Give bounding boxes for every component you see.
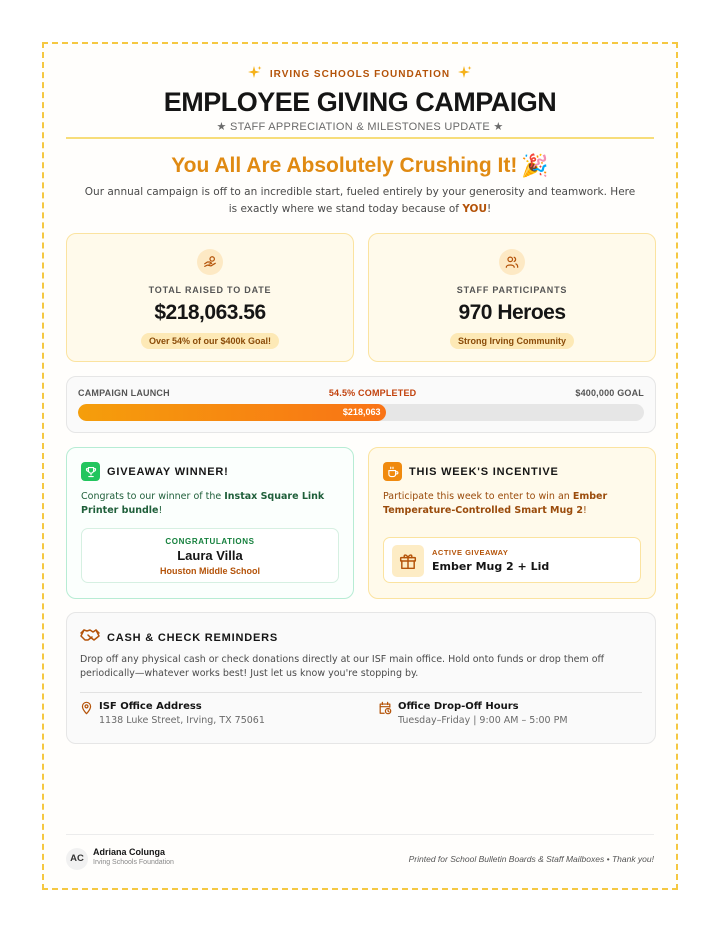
winner-box (81, 528, 339, 583)
weekly-incentive-card (368, 447, 656, 599)
progress-percent-label: 54.5% COMPLETED (328, 388, 417, 398)
office-hours (378, 701, 568, 726)
org-name: IRVING SCHOOLS FOUNDATION (269, 68, 451, 80)
handshake-icon (80, 628, 100, 647)
progress-fill (78, 404, 386, 421)
hero-headline-text: You All Are Absolutely Crushing It! (171, 154, 518, 177)
reminders-divider (80, 692, 642, 693)
reminders-title: CASH & CHECK REMINDERS (107, 631, 278, 644)
stat-value: 970 Heroes (458, 301, 566, 324)
party-popper-icon: 🎉 (521, 153, 549, 178)
reminders-text: Drop off any physical cash or check donations directly at our ISF main office. Hold onto funds or drop them off periodically—whatever works best! Just let us know you're stopping by. (80, 654, 605, 679)
gift-icon (392, 545, 424, 577)
stat-badge: Strong Irving Community (450, 333, 574, 349)
header-divider (66, 137, 654, 139)
hero-intro (84, 184, 636, 218)
progress-goal-label: $400,000 GOAL (575, 388, 644, 398)
winner-title: GIVEAWAY WINNER! (107, 465, 229, 478)
address-title: ISF Office Address (99, 701, 202, 712)
author-name: Adriana Colunga (93, 847, 166, 857)
hours-value: Tuesday–Friday | 9:00 AM – 5:00 PM (398, 715, 568, 726)
footer-note: Printed for School Bulletin Boards & Staff Mailboxes • Thank you! (408, 854, 654, 864)
header (44, 66, 676, 133)
org-line (44, 66, 676, 82)
page-subtitle: ★ STAFF APPRECIATION & MILESTONES UPDATE ★ (216, 121, 504, 133)
progress-start-label: CAMPAIGN LAUNCH (78, 388, 170, 398)
intro-text: Our annual campaign is off to an incredible start, fueled entirely by your generosity and teamwork. Here is exactly where we stand today because of (84, 186, 636, 215)
hand-coins-icon (197, 249, 223, 275)
stat-badge: Over 54% of our $400k Goal! (141, 333, 279, 349)
office-address (80, 701, 265, 726)
page-title: EMPLOYEE GIVING CAMPAIGN (163, 87, 557, 117)
cash-check-reminders-card (66, 612, 656, 744)
address-value: 1138 Luke Street, Irving, TX 75061 (99, 715, 265, 726)
coffee-mug-icon (383, 462, 402, 481)
intro-emphasis: YOU (462, 203, 488, 215)
active-giveaway-label: ACTIVE GIVEAWAY (432, 548, 509, 557)
sparkle-icon (458, 66, 472, 82)
users-icon (499, 249, 525, 275)
winner-text (81, 490, 339, 518)
intro-end: ! (487, 203, 492, 215)
trophy-icon (81, 462, 100, 481)
winner-school: Houston Middle School (160, 566, 260, 576)
hero-headline (44, 153, 676, 179)
hours-title: Office Drop-Off Hours (398, 701, 519, 712)
calendar-clock-icon (378, 701, 392, 726)
stat-value: $218,063.56 (154, 301, 266, 324)
winner-header (81, 462, 229, 481)
progress-card (66, 376, 656, 433)
congrats-label: CONGRATULATIONS (165, 537, 255, 546)
footer-divider (66, 834, 654, 835)
winner-prize: Instax Square Link Printer bundle (81, 491, 325, 516)
progress-amount: $218,063 (342, 407, 381, 417)
author-org: Irving Schools Foundation (93, 859, 174, 866)
incentive-prize: Ember Temperature-Controlled Smart Mug 2 (383, 491, 608, 516)
incentive-text-end: ! (582, 505, 587, 516)
map-pin-icon (80, 701, 93, 726)
avatar: AC (66, 848, 88, 870)
giveaway-winner-card (66, 447, 354, 599)
winner-name: Laura Villa (177, 548, 243, 563)
sparkle-icon (248, 66, 262, 82)
incentive-title: THIS WEEK'S INCENTIVE (409, 465, 559, 478)
flyer-frame (42, 42, 678, 890)
winner-text-lead: Congrats to our winner of the (81, 491, 225, 502)
progress-track (78, 404, 644, 421)
incentive-text-lead: Participate this week to enter to win an (383, 491, 573, 502)
progress-labels (78, 388, 644, 398)
winner-text-end: ! (158, 505, 163, 516)
active-giveaway-box (383, 537, 641, 583)
footer (66, 845, 654, 873)
total-raised-card (66, 233, 354, 362)
stat-label: TOTAL RAISED TO DATE (148, 285, 272, 295)
stat-label: STAFF PARTICIPANTS (456, 285, 568, 295)
active-giveaway-item: Ember Mug 2 + Lid (432, 560, 550, 573)
incentive-header (383, 462, 559, 481)
reminders-header (80, 628, 278, 647)
incentive-text (383, 490, 641, 518)
participants-card (368, 233, 656, 362)
